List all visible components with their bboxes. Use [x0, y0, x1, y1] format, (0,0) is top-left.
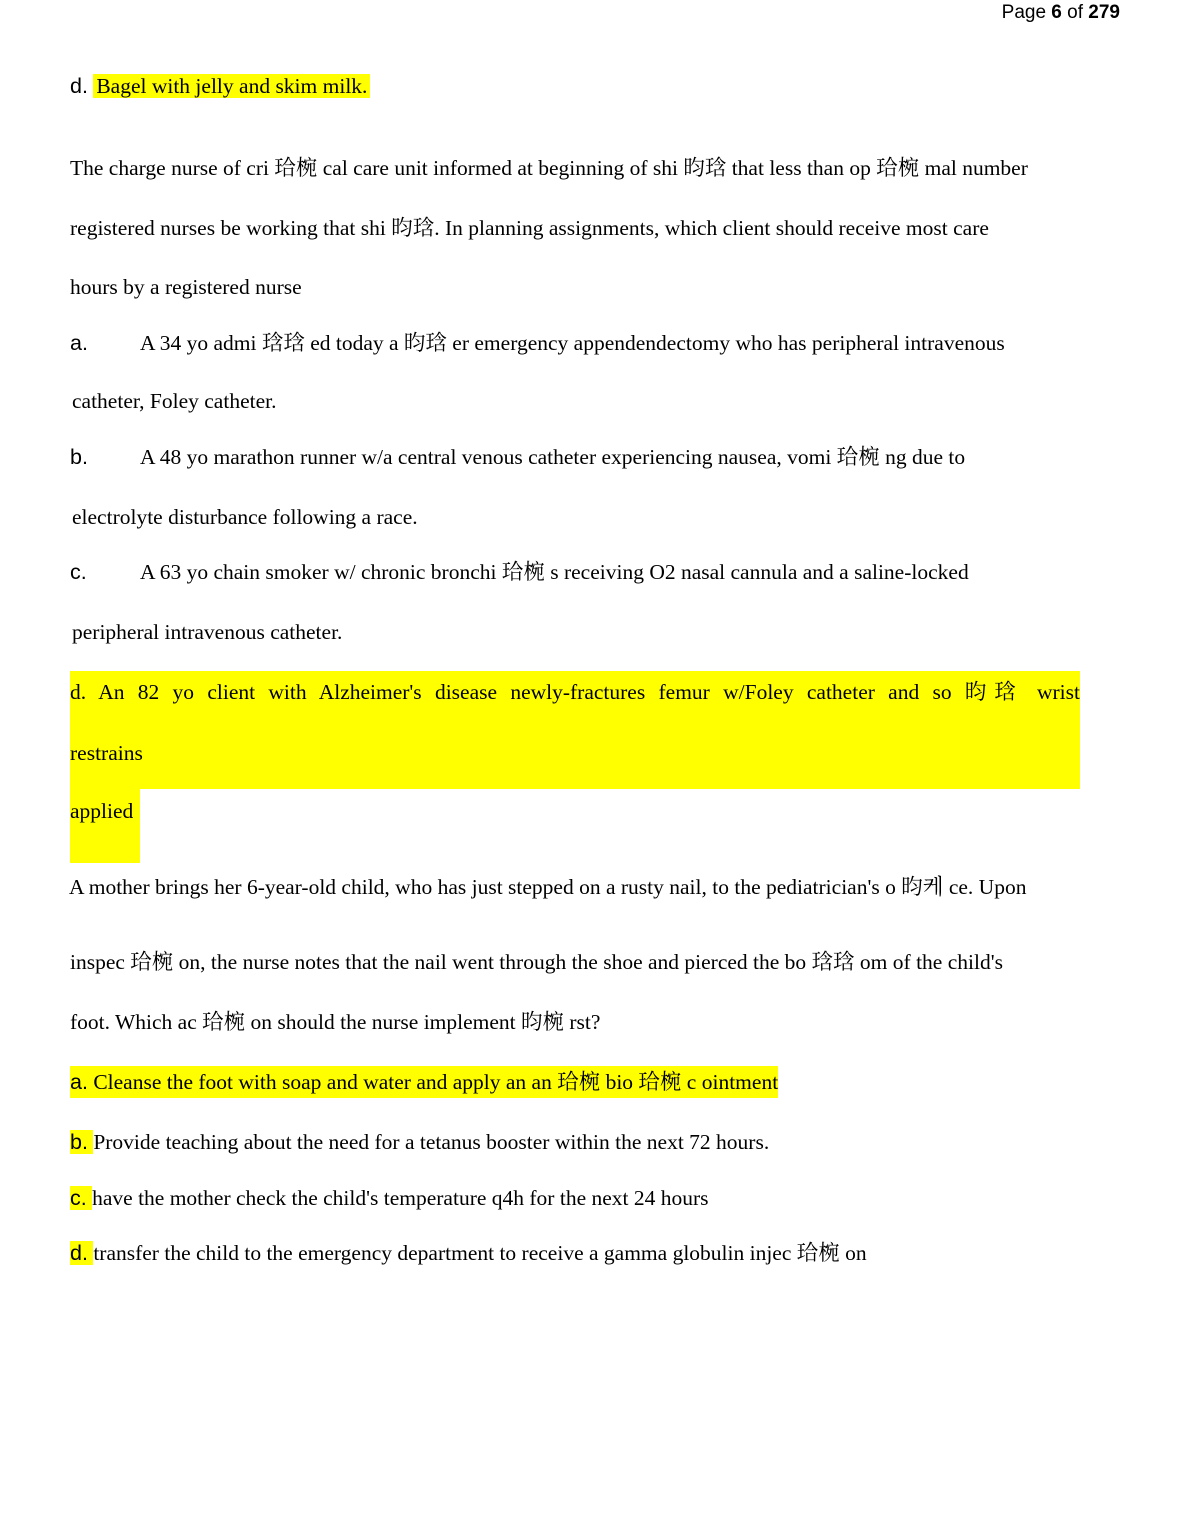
- q3-option-d-label: d.: [70, 1241, 88, 1265]
- q2-answer-line-2: restrains: [70, 741, 143, 765]
- q1-answer-label: d.: [70, 74, 88, 98]
- q3-stem-line-2: inspec 珨椀 on, the nurse notes that the nail went through the shoe and pierced the bo 琀琀 om of the child's: [70, 950, 1003, 974]
- q3-option-b-label: b.: [70, 1130, 88, 1154]
- q2-option-b-cont: electrolyte disturbance following a race.: [72, 505, 418, 529]
- page-prefix: Page: [1001, 2, 1047, 23]
- q2-option-a-cont: catheter, Foley catheter.: [72, 389, 277, 413]
- q3-option-a-label: a.: [70, 1070, 88, 1094]
- q3-option-b: [70, 1129, 769, 1155]
- q3-option-c-label: c.: [70, 1186, 87, 1210]
- q2-stem-line-1: The charge nurse of cri 珨椀 cal care unit informed at beginning of shi 昀琀 that less than op 珨椀 mal number: [70, 156, 1028, 180]
- q2-option-c-label: c.: [70, 560, 87, 584]
- q2-answer-line-3: applied: [70, 799, 134, 823]
- page-number: [1002, 2, 1120, 24]
- q1-answer-text: Bagel with jelly and skim milk.: [93, 74, 370, 98]
- q2-option-c-cont: peripheral intravenous catheter.: [72, 620, 343, 644]
- q2-option-b-label: b.: [70, 445, 88, 469]
- q3-option-a-text: Cleanse the foot with soap and water and apply an an 珨椀 bio 珨椀 c ointment: [93, 1070, 779, 1094]
- q3-option-c-text: have the mother check the child's temperature q4h for the next 24 hours: [92, 1186, 709, 1210]
- q2-option-c: [70, 559, 969, 585]
- q3-option-d: [70, 1240, 867, 1266]
- q2-option-c-text: A 63 yo chain smoker w/ chronic bronchi 珨椀 s receiving O2 nasal cannula and a saline-locked: [140, 560, 969, 584]
- q3-stem-line-1: A mother brings her 6-year-old child, who has just stepped on a rusty nail, to the pediatrician's o 昀케 ce. Upon: [69, 875, 1027, 899]
- page-of: of: [1067, 2, 1084, 23]
- q2-stem-line-2: registered nurses be working that shi 昀琀. In planning assignments, which client should receive most care: [70, 216, 989, 240]
- q2-option-b: [70, 444, 965, 470]
- total-pages: 279: [1088, 2, 1120, 23]
- q2-option-a: [70, 330, 1005, 356]
- q3-stem-line-3: foot. Which ac 珨椀 on should the nurse implement 昀椀 rst?: [70, 1010, 601, 1034]
- q2-option-a-text: A 34 yo admi 琀琀 ed today a 昀琀 er emergency appendendectomy who has peripheral intravenous: [140, 331, 1005, 355]
- q2-answer-line-1: d. An 82 yo client with Alzheimer's disease newly-fractures femur w/Foley catheter and so 昀琀 wrist: [70, 680, 1080, 704]
- q2-stem-line-3: hours by a registered nurse: [70, 275, 302, 299]
- q3-option-b-text: Provide teaching about the need for a tetanus booster within the next 72 hours.: [93, 1130, 770, 1154]
- current-page: 6: [1051, 2, 1062, 23]
- q1-answer: [70, 73, 370, 99]
- q3-option-a: [70, 1066, 778, 1098]
- q3-option-d-text: transfer the child to the emergency department to receive a gamma globulin injec 珨椀 on: [93, 1241, 867, 1265]
- q2-option-a-label: a.: [70, 331, 88, 355]
- q3-option-c: [70, 1185, 709, 1211]
- q2-option-b-text: A 48 yo marathon runner w/a central venous catheter experiencing nausea, vomi 珨椀 ng due to: [140, 445, 966, 469]
